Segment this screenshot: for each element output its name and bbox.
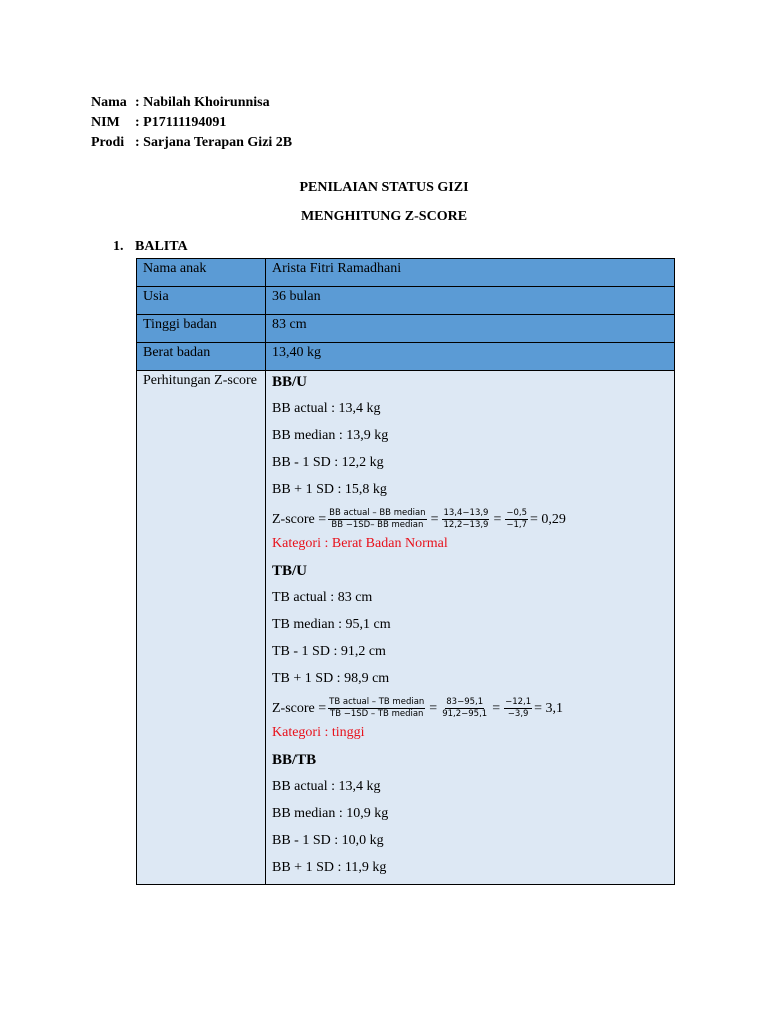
bbu-kategori: Kategori : Berat Badan Normal <box>272 536 448 551</box>
bbu-line: BB + 1 SD : 15,8 kg <box>272 482 387 497</box>
tbu-line: TB actual : 83 cm <box>272 590 373 605</box>
section-heading <box>113 239 188 255</box>
numerator: 13,4−13,9 <box>443 508 489 518</box>
table-row <box>137 343 675 371</box>
table-row <box>137 287 675 315</box>
denominator: −1,7 <box>506 520 528 530</box>
numerator: −12,1 <box>505 697 532 707</box>
info-row-nim <box>91 113 292 133</box>
row-label: Nama anak <box>137 259 266 287</box>
row-label: Usia <box>137 287 266 315</box>
info-value: : P17111194091 <box>135 115 227 130</box>
row-value: 83 cm <box>266 315 675 343</box>
tbu-formula <box>272 695 668 722</box>
numerator: TB actual – TB median <box>329 697 425 707</box>
zscore-result: = 3,1 <box>534 700 564 716</box>
equals-sign: = <box>493 511 502 527</box>
numerator: 83−95,1 <box>446 697 484 707</box>
table-row <box>137 315 675 343</box>
row-label: Tinggi badan <box>137 315 266 343</box>
denominator: −3,9 <box>507 709 529 719</box>
formula-fraction <box>504 697 532 720</box>
numerator: −0,5 <box>506 508 528 518</box>
calc-label: Perhitungan Z-score <box>137 371 266 885</box>
bbtb-line: BB + 1 SD : 11,9 kg <box>272 860 387 875</box>
bbu-line: BB actual : 13,4 kg <box>272 401 381 416</box>
zscore-prefix: Z-score = <box>272 700 327 716</box>
formula-fraction <box>441 697 488 720</box>
bbu-line: BB median : 13,9 kg <box>272 428 389 443</box>
formula-fraction <box>442 508 489 531</box>
info-label: Prodi <box>91 135 125 150</box>
zscore-result: = 0,29 <box>530 511 566 527</box>
numerator: BB actual – BB median <box>329 508 426 518</box>
bbtb-line: BB - 1 SD : 10,0 kg <box>272 833 384 848</box>
bbu-formula <box>272 506 668 533</box>
zscore-prefix: Z-score = <box>272 511 327 527</box>
denominator: 91,2−95,1 <box>442 709 488 719</box>
zscore-table <box>136 258 675 885</box>
section-number: 1. <box>113 239 124 254</box>
info-row-nama <box>91 93 292 113</box>
bbtb-line: BB actual : 13,4 kg <box>272 779 381 794</box>
formula-fraction <box>328 697 425 720</box>
document-subtitle: MENGHITUNG Z-SCORE <box>300 209 468 224</box>
student-info <box>91 93 292 153</box>
tbu-line: TB - 1 SD : 91,2 cm <box>272 644 386 659</box>
info-label: NIM <box>91 115 120 130</box>
equals-sign: = <box>429 700 438 716</box>
formula-fraction <box>328 508 426 531</box>
info-value: : Sarjana Terapan Gizi 2B <box>135 135 293 150</box>
bbtb-title: BB/TB <box>272 752 317 768</box>
equals-sign: = <box>430 511 439 527</box>
info-label: Nama <box>91 95 127 110</box>
calc-cell <box>266 371 675 885</box>
equals-sign: = <box>492 700 501 716</box>
document-title: PENILAIAN STATUS GIZI <box>299 180 469 195</box>
denominator: BB −1SD– BB median <box>331 520 424 530</box>
info-row-prodi <box>91 133 292 153</box>
bbtb-line: BB median : 10,9 kg <box>272 806 389 821</box>
row-value: 36 bulan <box>266 287 675 315</box>
section-title: BALITA <box>135 239 188 254</box>
row-label: Berat badan <box>137 343 266 371</box>
bbu-title: BB/U <box>272 374 308 390</box>
bbu-line: BB - 1 SD : 12,2 kg <box>272 455 384 470</box>
info-value: : Nabilah Khoirunnisa <box>135 95 270 110</box>
tbu-kategori: Kategori : tinggi <box>272 725 365 740</box>
row-value: 13,40 kg <box>266 343 675 371</box>
tbu-line: TB median : 95,1 cm <box>272 617 391 632</box>
tbu-title: TB/U <box>272 563 308 579</box>
table-row <box>137 259 675 287</box>
table-row-calculation <box>137 371 675 885</box>
denominator: TB −1SD – TB median <box>330 709 424 719</box>
formula-fraction <box>505 508 528 531</box>
denominator: 12,2−13,9 <box>443 520 489 530</box>
row-value: Arista Fitri Ramadhani <box>266 259 675 287</box>
tbu-line: TB + 1 SD : 98,9 cm <box>272 671 390 686</box>
